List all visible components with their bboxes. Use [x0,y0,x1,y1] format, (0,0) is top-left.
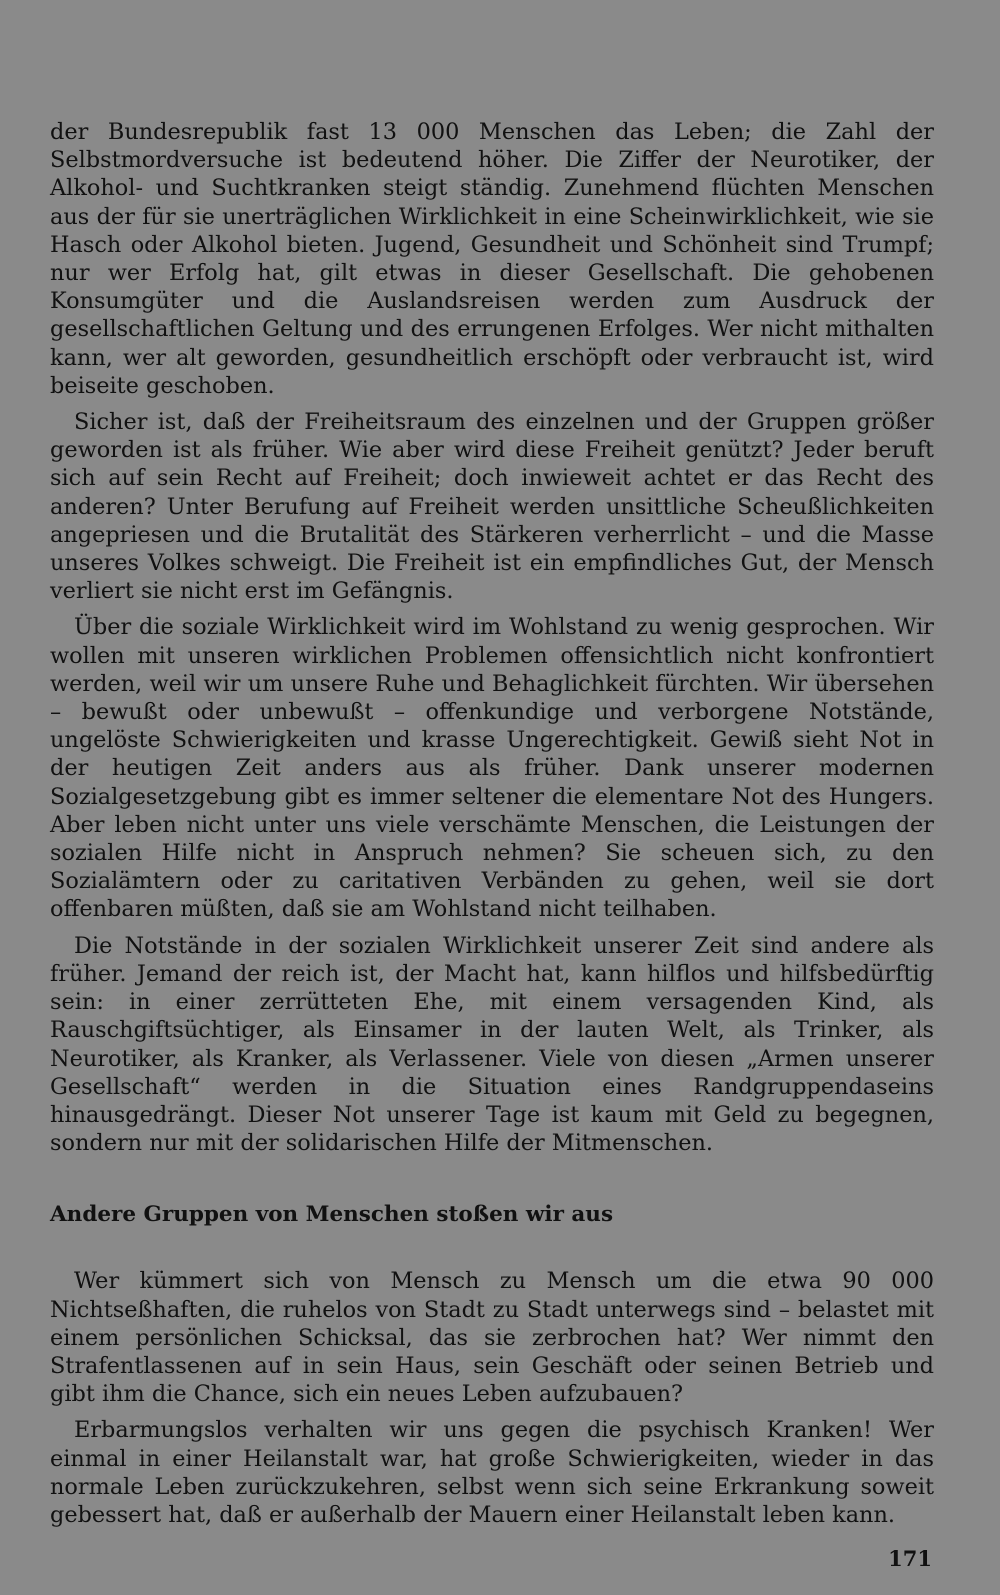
body-paragraph: der Bundesrepublik fast 13 000 Menschen das Leben; die Zahl der Selbstmordversuche ist bedeutend höher. Die Ziffer der Neurotiker, der Alkohol- und Suchtkranken steigt ständig. Zunehmend flüchten Menschen aus der für sie unerträglichen Wirklichkeit in eine Scheinwirklichkeit, wie sie Hasch oder Alkohol bieten. Jugend, Gesundheit und Schönheit sind Trumpf; nur wer Erfolg hat, gilt etwas in dieser Gesellschaft. Die gehobenen Konsumgüter und die Auslandsreisen werden zum Ausdruck der gesellschaftlichen Geltung und des errungenen Erfolges. Wer nicht mithalten kann, wer alt geworden, gesundheitlich erschöpft oder verbraucht ist, wird beiseite geschoben. [50,119,934,399]
section-heading: Andere Gruppen von Menschen stoßen wir aus [50,1202,614,1228]
page-number: 171 [888,1546,932,1571]
body-paragraph: Sicher ist, daß der Freiheitsraum des einzelnen und der Gruppen größer geworden ist als früher. Wie aber wird diese Freiheit genützt? Jeder beruft sich auf sein Recht auf Freiheit; doch inwieweit achtet er das Recht des anderen? Unter Berufung auf Freiheit werden unsittliche Scheußlichkeiten angepriesen und die Brutalität des Stärkeren verherrlicht – und die Masse unseres Volkes schweigt. Die Freiheit ist ein empfindliches Gut, der Mensch verliert sie nicht erst im Gefängnis. [50,409,934,605]
body-paragraph: Die Notstände in der sozialen Wirklichkeit unserer Zeit sind andere als früher. Jemand der reich ist, der Macht hat, kann hilflos und hilfsbedürftig sein: in einer zerrütteten Ehe, mit einem versagenden Kind, als Rauschgiftsüchtiger, als Einsamer in der lauten Welt, als Trinker, als Neurotiker, als Kranker, als Verlassener. Viele von diesen „Armen unserer Gesellschaft“ werden in die Situation eines Randgruppendaseins hinausgedrängt. Dieser Not unserer Tage ist kaum mit Geld zu begegnen, sondern nur mit der solidarischen Hilfe der Mitmenschen. [50,932,934,1157]
section-paragraph: Wer kümmert sich von Mensch zu Mensch um die etwa 90 000 Nichtseßhaften, die ruhelos von Stadt zu Stadt unterwegs sind – belastet mit einem persönlichen Schicksal, das sie zerbrochen hat? Wer nimmt den Strafentlassenen auf in sein Haus, sein Geschäft oder seinen Betrieb und gibt ihm die Chance, sich ein neues Leben aufzubauen? [50,1268,934,1408]
section-paragraph: Erbarmungslos verhalten wir uns gegen die psychisch Kranken! Wer einmal in einer Heilanstalt war, hat große Schwierigkeiten, wieder in das normale Leben zurückzukehren, selbst wenn sich seine Erkrankung soweit gebessert hat, daß er außerhalb der Mauern einer Heilanstalt leben kann. [50,1417,934,1528]
body-paragraph: Über die soziale Wirklichkeit wird im Wohlstand zu wenig gesprochen. Wir wollen mit unseren wirklichen Problemen offensichtlich nicht konfrontiert werden, weil wir um unsere Ruhe und Behaglichkeit fürchten. Wir übersehen – bewußt oder unbewußt – offenkundige und verborgene Notstände, ungelöste Schwierigkeiten und krasse Ungerechtigkeit. Gewiß sieht Not in der heutigen Zeit anders aus als früher. Dank unserer modernen Sozialgesetzgebung gibt es immer seltener die elementare Not des Hungers. Aber leben nicht unter uns viele verschämte Menschen, die Leistungen der sozialen Hilfe nicht in Anspruch nehmen? Sie scheuen sich, zu den Sozialämtern oder zu caritativen Verbänden zu gehen, weil sie dort offenbaren müßten, daß sie am Wohlstand nicht teilhaben. [50,614,934,923]
page-body [50,118,934,1529]
